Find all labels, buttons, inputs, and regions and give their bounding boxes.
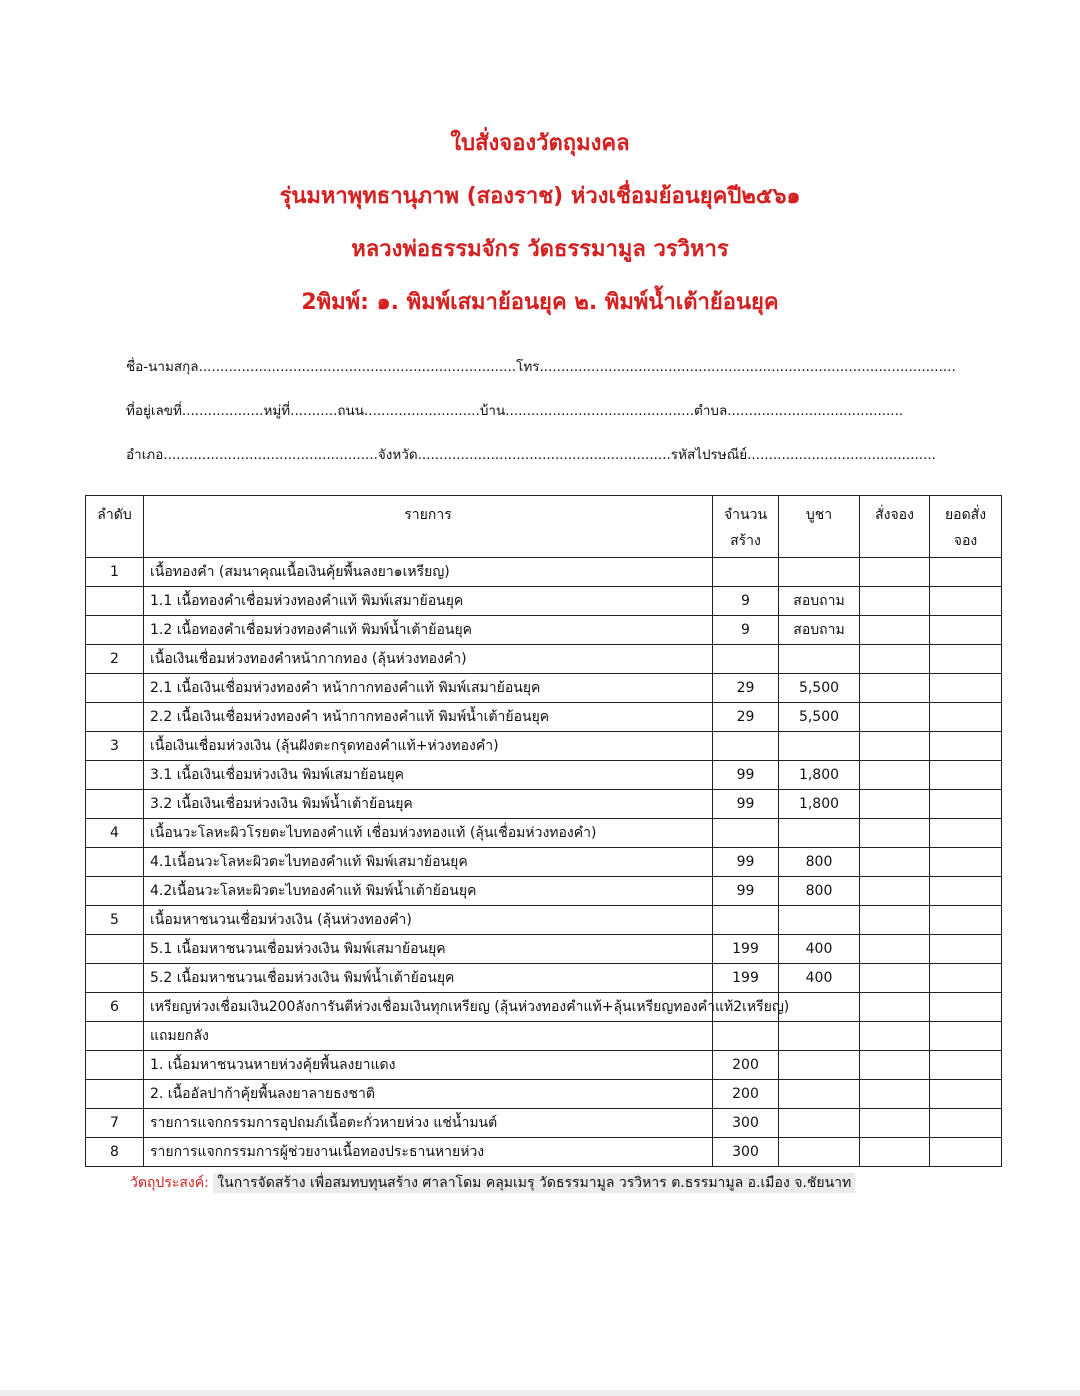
row-price	[779, 732, 860, 761]
table-row	[86, 819, 1002, 848]
row-number	[86, 587, 144, 616]
table-row	[86, 645, 1002, 674]
row-qty: 300	[713, 1109, 779, 1138]
table-row	[86, 1109, 1002, 1138]
title-line: รุ่นมหาพุทธานุภาพ (สองราช) ห่วงเชื่อมย้อนยุคปี๒๕๖๑	[279, 184, 801, 209]
row-item: เนื้อเงินเชื่อมห่วงเงิน (ลุ้นฝังตะกรุดทองคำแท้+ห่วงทองคำ)	[144, 732, 713, 761]
table-header-row	[86, 496, 1002, 558]
row-number	[86, 1051, 144, 1080]
row-number: 7	[86, 1109, 144, 1138]
row-price: 5,500	[779, 703, 860, 732]
row-item: เหรียญห่วงเชื่อมเงิน200ลังการันตีห่วงเชื่อมเงินทุกเหรียญ (ลุ้นห่วงทองคำแท้+ลุ้นเหรียญทองคำแท้2เหรียญ)	[144, 993, 713, 1022]
district-line[interactable]: อำเภอ..................................................จังหวัด...........................................................รหัสไปรษณีย์............................................	[126, 447, 936, 463]
row-order-cell[interactable]	[860, 1138, 930, 1167]
row-number	[86, 877, 144, 906]
header-qty: จำนวน สร้าง	[713, 496, 779, 558]
row-price	[779, 1109, 860, 1138]
address-line[interactable]: ที่อยู่เลขที่...................หมู่ที่...........ถนน...........................บ้าน............................................ตำบล.........................................	[126, 403, 904, 419]
row-qty: 99	[713, 790, 779, 819]
row-total-cell[interactable]	[930, 964, 1002, 993]
row-qty	[713, 819, 779, 848]
row-price	[779, 1138, 860, 1167]
page-bottom-edge	[0, 1390, 1080, 1396]
row-qty: 29	[713, 703, 779, 732]
row-qty	[713, 906, 779, 935]
row-item: 2.2 เนื้อเงินเชื่อมห่วงทองคำ หน้ากากทองคำแท้ พิมพ์น้ำเต้าย้อนยุค	[144, 703, 713, 732]
row-total-cell[interactable]	[930, 732, 1002, 761]
row-qty: 199	[713, 964, 779, 993]
row-total-cell[interactable]	[930, 790, 1002, 819]
row-total-cell[interactable]	[930, 1080, 1002, 1109]
row-order-cell[interactable]	[860, 935, 930, 964]
row-qty	[713, 1022, 779, 1051]
row-number: 3	[86, 732, 144, 761]
row-qty: 99	[713, 877, 779, 906]
table-row	[86, 732, 1002, 761]
row-order-cell[interactable]	[860, 645, 930, 674]
row-number	[86, 703, 144, 732]
table-row	[86, 1022, 1002, 1051]
row-order-cell[interactable]	[860, 732, 930, 761]
row-item: 5.2 เนื้อมหาชนวนเชื่อมห่วงเงิน พิมพ์น้ำเต้าย้อนยุค	[144, 964, 713, 993]
purpose-label: วัตถุประสงค์:	[130, 1175, 209, 1191]
row-price	[779, 993, 860, 1022]
row-total-cell[interactable]	[930, 703, 1002, 732]
row-number	[86, 790, 144, 819]
row-item: 4.2เนื้อนวะโลหะผิวตะไบทองคำแท้ พิมพ์น้ำเต้าย้อนยุค	[144, 877, 713, 906]
row-total-cell[interactable]	[930, 616, 1002, 645]
row-total-cell[interactable]	[930, 1022, 1002, 1051]
row-total-cell[interactable]	[930, 674, 1002, 703]
header-no: ลำดับ	[86, 496, 144, 558]
purpose-text: ในการจัดสร้าง เพื่อสมทบทุนสร้าง ศาลาโดม คลุมเมรุ วัดธรรมามูล วรวิหาร ต.ธรรมามูล อ.เมือง จ.ชัยนาท	[213, 1173, 855, 1193]
row-number: 4	[86, 819, 144, 848]
row-qty: 9	[713, 587, 779, 616]
row-item: รายการแจกกรรมการอุปถมภ์เนื้อตะกั่วหายห่วง แช่น้ำมนต์	[144, 1109, 713, 1138]
row-qty: 99	[713, 761, 779, 790]
row-order-cell[interactable]	[860, 616, 930, 645]
row-order-cell[interactable]	[860, 964, 930, 993]
row-total-cell[interactable]	[930, 993, 1002, 1022]
row-item: แถมยกลัง	[144, 1022, 713, 1051]
row-number	[86, 1022, 144, 1051]
row-item: 4.1เนื้อนวะโลหะผิวตะไบทองคำแท้ พิมพ์เสมาย้อนยุค	[144, 848, 713, 877]
table-row	[86, 703, 1002, 732]
table-row	[86, 587, 1002, 616]
name-phone-line[interactable]: ชื่อ-นามสกุล..........................................................................โทร.................................................................................................	[126, 359, 956, 375]
row-total-cell[interactable]	[930, 587, 1002, 616]
order-table-body	[86, 558, 1002, 1167]
row-item: 3.1 เนื้อเงินเชื่อมห่วงเงิน พิมพ์เสมาย้อนยุค	[144, 761, 713, 790]
table-row	[86, 1138, 1002, 1167]
row-order-cell[interactable]	[860, 1022, 930, 1051]
row-qty: 99	[713, 848, 779, 877]
row-price: 400	[779, 935, 860, 964]
row-order-cell[interactable]	[860, 819, 930, 848]
row-number: 5	[86, 906, 144, 935]
title-block	[0, 120, 1080, 332]
header-total: ยอดสั่ง จอง	[930, 496, 1002, 558]
row-total-cell[interactable]	[930, 558, 1002, 587]
table-row	[86, 1080, 1002, 1109]
table-row	[86, 964, 1002, 993]
row-price	[779, 1051, 860, 1080]
row-total-cell[interactable]	[930, 935, 1002, 964]
table-row	[86, 906, 1002, 935]
purpose-note	[130, 1172, 855, 1194]
row-total-cell[interactable]	[930, 1138, 1002, 1167]
row-price	[779, 558, 860, 587]
row-total-cell[interactable]	[930, 1051, 1002, 1080]
row-number: 2	[86, 645, 144, 674]
row-order-cell[interactable]	[860, 587, 930, 616]
row-order-cell[interactable]	[860, 877, 930, 906]
row-qty	[713, 645, 779, 674]
row-qty: 9	[713, 616, 779, 645]
row-qty	[713, 558, 779, 587]
row-number	[86, 1080, 144, 1109]
row-order-cell[interactable]	[860, 1080, 930, 1109]
row-number: 6	[86, 993, 144, 1022]
row-total-cell[interactable]	[930, 1109, 1002, 1138]
row-item: 2.1 เนื้อเงินเชื่อมห่วงทองคำ หน้ากากทองคำแท้ พิมพ์เสมาย้อนยุค	[144, 674, 713, 703]
row-total-cell[interactable]	[930, 761, 1002, 790]
row-item: 1. เนื้อมหาชนวนหายห่วงคุ้ยพื้นลงยาแดง	[144, 1051, 713, 1080]
customer-form	[126, 354, 956, 486]
row-total-cell[interactable]	[930, 819, 1002, 848]
row-qty: 200	[713, 1080, 779, 1109]
row-item: 1.1 เนื้อทองคำเชื่อมห่วงทองคำแท้ พิมพ์เสมาย้อนยุค	[144, 587, 713, 616]
row-order-cell[interactable]	[860, 558, 930, 587]
title-line: หลวงพ่อธรรมจักร วัดธรรมามูล วรวิหาร	[351, 237, 729, 262]
row-price: 400	[779, 964, 860, 993]
row-price	[779, 1022, 860, 1051]
row-price: สอบถาม	[779, 587, 860, 616]
row-qty: 300	[713, 1138, 779, 1167]
row-item: รายการแจกกรรมการผู้ช่วยงานเนื้อทองประธานหายห่วง	[144, 1138, 713, 1167]
row-price: 5,500	[779, 674, 860, 703]
row-number: 8	[86, 1138, 144, 1167]
table-row	[86, 616, 1002, 645]
title-line: 2พิมพ์: ๑. พิมพ์เสมาย้อนยุค ๒. พิมพ์น้ำเต้าย้อนยุค	[301, 290, 779, 315]
row-order-cell[interactable]	[860, 1051, 930, 1080]
header-order: สั่งจอง	[860, 496, 930, 558]
row-price	[779, 819, 860, 848]
row-order-cell[interactable]	[860, 848, 930, 877]
row-price: 800	[779, 877, 860, 906]
row-order-cell[interactable]	[860, 993, 930, 1022]
row-qty: 199	[713, 935, 779, 964]
table-row	[86, 993, 1002, 1022]
title-line: ใบสั่งจองวัตถุมงคล	[450, 131, 630, 156]
row-number	[86, 964, 144, 993]
row-number	[86, 761, 144, 790]
row-order-cell[interactable]	[860, 761, 930, 790]
table-row	[86, 674, 1002, 703]
row-price	[779, 906, 860, 935]
row-qty: 29	[713, 674, 779, 703]
row-item: เนื้อนวะโลหะผิวโรยตะไบทองคำแท้ เชื่อมห่วงทองแท้ (ลุ้นเชื่อมห่วงทองคำ)	[144, 819, 713, 848]
table-row	[86, 790, 1002, 819]
row-item: 3.2 เนื้อเงินเชื่อมห่วงเงิน พิมพ์น้ำเต้าย้อนยุค	[144, 790, 713, 819]
row-item: 1.2 เนื้อทองคำเชื่อมห่วงทองคำแท้ พิมพ์น้ำเต้าย้อนยุค	[144, 616, 713, 645]
row-price: 800	[779, 848, 860, 877]
header-price: บูชา	[779, 496, 860, 558]
row-number	[86, 616, 144, 645]
row-order-cell[interactable]	[860, 703, 930, 732]
row-order-cell[interactable]	[860, 674, 930, 703]
row-total-cell[interactable]	[930, 848, 1002, 877]
row-order-cell[interactable]	[860, 790, 930, 819]
table-row	[86, 761, 1002, 790]
row-price: 1,800	[779, 761, 860, 790]
row-order-cell[interactable]	[860, 1109, 930, 1138]
row-number	[86, 674, 144, 703]
row-total-cell[interactable]	[930, 645, 1002, 674]
row-price	[779, 645, 860, 674]
table-row	[86, 877, 1002, 906]
table-row	[86, 935, 1002, 964]
row-qty: 200	[713, 1051, 779, 1080]
row-order-cell[interactable]	[860, 906, 930, 935]
header-item: รายการ	[144, 496, 713, 558]
row-price: 1,800	[779, 790, 860, 819]
row-number: 1	[86, 558, 144, 587]
row-number	[86, 935, 144, 964]
row-item: เนื้อเงินเชื่อมห่วงทองคำหน้ากากทอง (ลุ้นห่วงทองคำ)	[144, 645, 713, 674]
table-row	[86, 558, 1002, 587]
row-item: เนื้อทองคำ (สมนาคุณเนื้อเงินคุ้ยพื้นลงยา๑เหรียญ)	[144, 558, 713, 587]
row-item: 5.1 เนื้อมหาชนวนเชื่อมห่วงเงิน พิมพ์เสมาย้อนยุค	[144, 935, 713, 964]
row-item: เนื้อมหาชนวนเชื่อมห่วงเงิน (ลุ้นห่วงทองคำ)	[144, 906, 713, 935]
row-price	[779, 1080, 860, 1109]
row-qty	[713, 732, 779, 761]
row-price: สอบถาม	[779, 616, 860, 645]
table-row	[86, 1051, 1002, 1080]
row-item: 2. เนื้ออัลปาก้าคุ้ยพื้นลงยาลายธงชาติ	[144, 1080, 713, 1109]
table-row	[86, 848, 1002, 877]
order-table	[85, 495, 1002, 1167]
row-total-cell[interactable]	[930, 877, 1002, 906]
row-total-cell[interactable]	[930, 906, 1002, 935]
row-number	[86, 848, 144, 877]
